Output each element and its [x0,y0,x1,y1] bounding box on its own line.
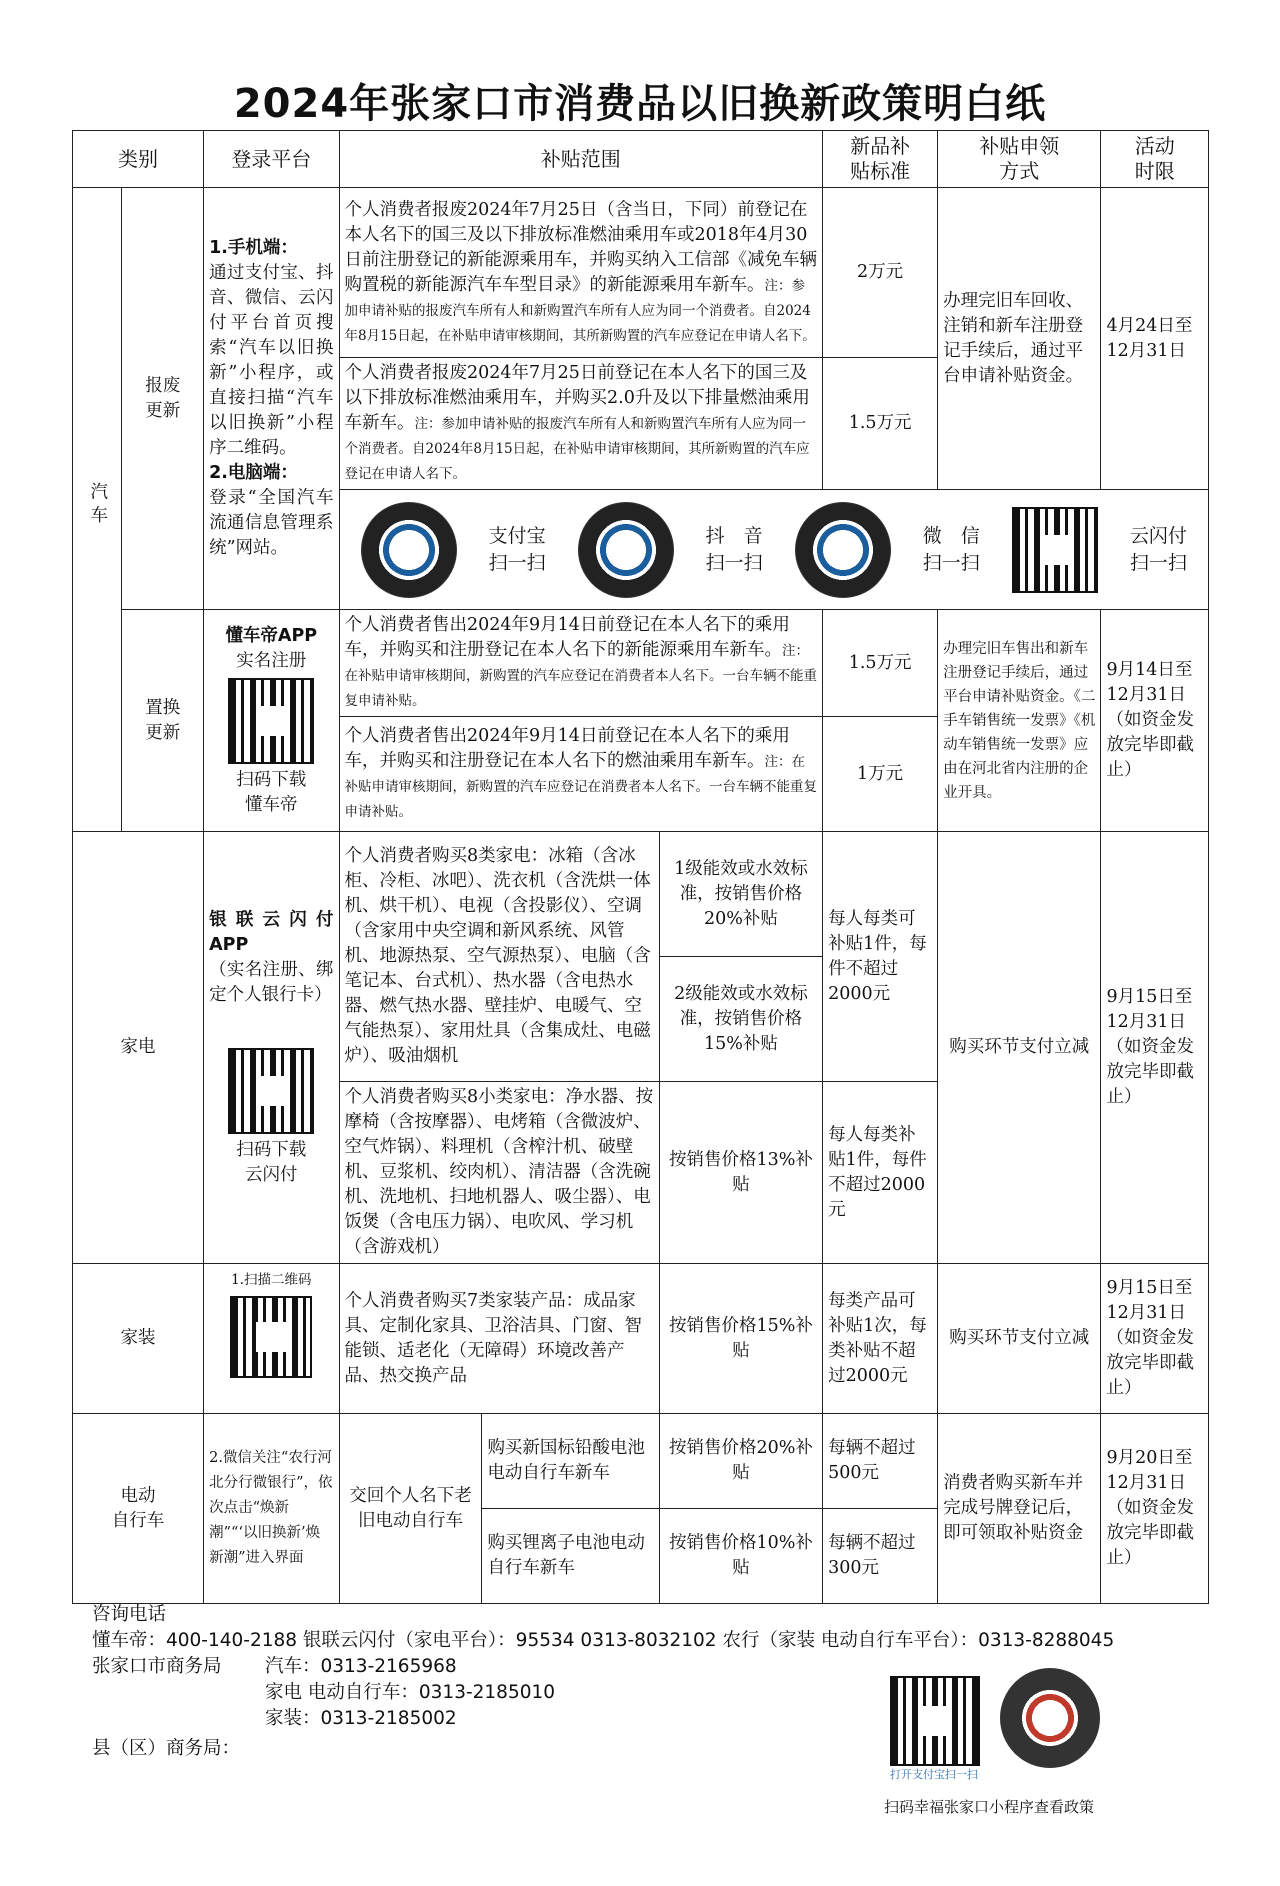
unionpay-scan-label: 云闪付 扫一扫 [1129,524,1187,574]
car-scrap-platform: 1.手机端： 通过支付宝、抖音、微信、云闪付平台首页搜索“汽车以旧换新”小程序，或直接扫描“汽车以旧换新”小程序二维码。 2.电脑端： 登录“全国汽车流通信息管理系统”网站。 [204,188,339,610]
header-row [73,131,1209,188]
appliance-small-limit: 每人每类补贴1件，每件不超过2000元 [823,1082,938,1264]
appliance-row-1 [73,832,1209,957]
car-replace-standard-2: 1万元 [823,717,938,832]
appliance-level1-rate: 1级能效或水效标准，按销售价格20%补贴 [659,832,822,957]
mini-program-caption: 扫码幸福张家口小程序查看政策 [884,1798,1095,1816]
car-scrap-scope-1: 个人消费者报废2024年7月25日（含当日，下同）前登记在本人名下的国三及以下排放标准燃油乘用车或2018年4月30日前注册登记的新能源乘用车，并购买纳入工信部《减免车辆购置税的新能源汽车车型目录》的新能源乘用车新车。注：参加申请补贴的报废汽车所有人和新购置汽车所有人应为同一个消费者。自2024年8月15日起，在补贴申请审核期间，其所新购置的汽车应登记在申请人名下。 [339,188,823,358]
bureau-label: 张家口市商务局 [92,1656,222,1677]
policy-table [72,130,1209,1604]
wechat-qr-icon[interactable] [795,502,891,598]
appliance-big-limit: 每人每类可补贴1件，每件不超过2000元 [823,832,938,1082]
header-method: 补贴申领 方式 [938,131,1101,188]
appliance-phone: 家电 电动自行车：0313-2185010 [265,1682,556,1703]
ebike-scope-1: 购买新国标铅酸电池电动自行车新车 [482,1414,659,1509]
consult-label: 咨询电话 [92,1604,167,1625]
home-rate: 按销售价格15%补贴 [659,1264,822,1414]
home-method: 购买环节支付立减 [938,1264,1101,1414]
page-title: 2024年张家口市消费品以旧换新政策明白纸 [233,81,1047,127]
abc-bank-qr-icon[interactable] [230,1296,312,1378]
ebike-limit-1: 每辆不超过500元 [823,1414,938,1509]
car-scrap-period: 4月24日至12月31日 [1101,188,1209,490]
header-platform: 登录平台 [204,131,339,188]
car-scrap-sub: 报废 更新 [122,188,204,610]
car-scrap-qr-panel [339,490,1209,610]
car-category: 汽车 [73,188,122,832]
header-scope: 补贴范围 [339,131,823,188]
consult-line-1: 懂车帝：400-140-2188 银联云闪付（家电平台）：95534 0313-8032102 农行（家装 电动自行车平台）：0313-8288045 [92,1630,1115,1651]
ebike-condition: 交回个人名下老旧电动自行车 [339,1414,482,1604]
ebike-period: 9月20日至12月31日（如资金发放完毕即截止） [1101,1414,1209,1604]
appliance-big-scope: 个人消费者购买8类家电：冰箱（含冰柜、冷柜、冰吧）、洗衣机（含洗烘一体机、烘干机）、电视（含投影仪）、空调（含家用中央空调和新风系统、风管机、地源热泵、空气源热泵）、电脑（含笔记本、台式机）、热水器（含电热水器、燃气热水器、壁挂炉、电暖气、空气能热泵）、家用灶具（含集成灶、电磁炉）、吸油烟机 [339,832,659,1082]
appliance-platform: 银联云闪付APP （实名注册、绑定个人银行卡） 扫码下载 云闪付 [204,832,339,1264]
dongchedi-qr-icon[interactable] [228,678,314,764]
car-scrap-row-1 [73,188,1209,358]
county-bureau-label: 县（区）商务局： [92,1738,241,1759]
home-phone: 家装：0313-2185002 [265,1708,457,1729]
ebike-category: 电动 自行车 [73,1414,204,1604]
car-replace-scope-1: 个人消费者售出2024年9月14日前登记在本人名下的乘用车，并购买和注册登记在本人名下的新能源乘用车新车。注：在补贴申请审核期间，新购置的汽车应登记在消费者本人名下。一台车辆不能重复申请补贴。 [339,610,823,717]
appliance-small-scope: 个人消费者购买8小类家电：净水器、按摩椅（含按摩器）、电烤箱（含微波炉、空气炸锅）、料理机（含榨汁机、破壁机、豆浆机、绞肉机）、清洁器（含洗碗机、洗地机、扫地机器人、吸尘器）、电饭煲（含电压力锅）、电吹风、学习机（含游戏机） [339,1082,659,1264]
douyin-qr-icon[interactable] [578,502,674,598]
header-period: 活动 时限 [1101,131,1209,188]
header-standard: 新品补 贴标准 [823,131,938,188]
wechat-mini-code-icon[interactable] [1000,1668,1100,1768]
appliance-method: 购买环节支付立减 [938,832,1101,1264]
home-limit: 每类产品可补贴1次，每类补贴不超过2000元 [823,1264,938,1414]
ebike-rate-2: 按销售价格10%补贴 [659,1509,822,1604]
car-replace-period: 9月14日至12月31日（如资金发放完毕即截止） [1101,610,1209,832]
ebike-rate-1: 按销售价格20%补贴 [659,1414,822,1509]
home-scope: 个人消费者购买7类家装产品：成品家具、定制化家具、卫浴洁具、门窗、智能锁、适老化（无障碍）环境改善产品、热交换产品 [339,1264,659,1414]
alipay-caption: 打开支付宝扫一扫 [890,1768,978,1781]
ebike-limit-2: 每辆不超过300元 [823,1509,938,1604]
car-scrap-standard-2: 1.5万元 [823,358,938,490]
home-row [73,1264,1209,1414]
car-replace-standard-1: 1.5万元 [823,610,938,717]
alipay-qr-icon[interactable] [361,502,457,598]
car-replace-scope-2: 个人消费者售出2024年9月14日前登记在本人名下的乘用车，并购买和注册登记在本人名下的燃油乘用车新车。注：在补贴申请审核期间，新购置的汽车应登记在消费者本人名下。一台车辆不能重复申请补贴。 [339,717,823,832]
ebike-method: 消费者购买新车并完成号牌登记后，即可领取补贴资金 [938,1414,1101,1604]
car-scrap-method: 办理完旧车回收、注销和新车注册登记手续后，通过平台申请补贴资金。 [938,188,1101,490]
unionpay-qr-icon[interactable] [1012,507,1098,593]
unionpay-download-qr-icon[interactable] [228,1048,314,1134]
ebike-row-1 [73,1414,1209,1509]
appliance-small-rate: 按销售价格13%补贴 [659,1082,822,1264]
wechat-scan-label: 微 信 扫一扫 [922,524,980,574]
car-replace-platform: 懂车帝APP 实名注册 扫码下载 懂车帝 [204,610,339,832]
appliance-period: 9月15日至12月31日（如资金发放完毕即截止） [1101,832,1209,1264]
alipay-mini-qr-icon[interactable] [890,1676,980,1766]
ebike-platform: 2.微信关注“农行河北分行微银行”，依次点击“焕新潮”“‘以旧换新’焕新潮”进入界面 [204,1414,339,1604]
header-category: 类别 [73,131,204,188]
car-scrap-standard-1: 2万元 [823,188,938,358]
appliance-level2-rate: 2级能效或水效标准，按销售价格15%补贴 [659,957,822,1082]
douyin-scan-label: 抖 音 扫一扫 [705,524,763,574]
home-platform: 1.扫描二维码 [204,1264,339,1414]
alipay-scan-label: 支付宝 扫一扫 [488,524,546,574]
car-replace-method: 办理完旧车售出和新车注册登记手续后，通过平台申请补贴资金。《二手车销售统一发票》《机动车销售统一发票》应由在河北省内注册的企业开具。 [938,610,1101,832]
car-phone: 汽车：0313-2165968 [265,1656,457,1677]
home-period: 9月15日至12月31日（如资金发放完毕即截止） [1101,1264,1209,1414]
car-replace-row-1 [73,610,1209,717]
ebike-scope-2: 购买锂离子电池电动自行车新车 [482,1509,659,1604]
appliance-category: 家电 [73,832,204,1264]
car-replace-sub: 置换 更新 [122,610,204,832]
car-scrap-scope-2: 个人消费者报废2024年7月25日前登记在本人名下的国三及以下排放标准燃油乘用车，并购买2.0升及以下排量燃油乘用车新车。注：参加申请补贴的报废汽车所有人和新购置汽车所有人应为同一个消费者。自2024年8月15日起，在补贴申请审核期间，其所新购置的汽车应登记在申请人名下。 [339,358,823,490]
home-category: 家装 [73,1264,204,1414]
